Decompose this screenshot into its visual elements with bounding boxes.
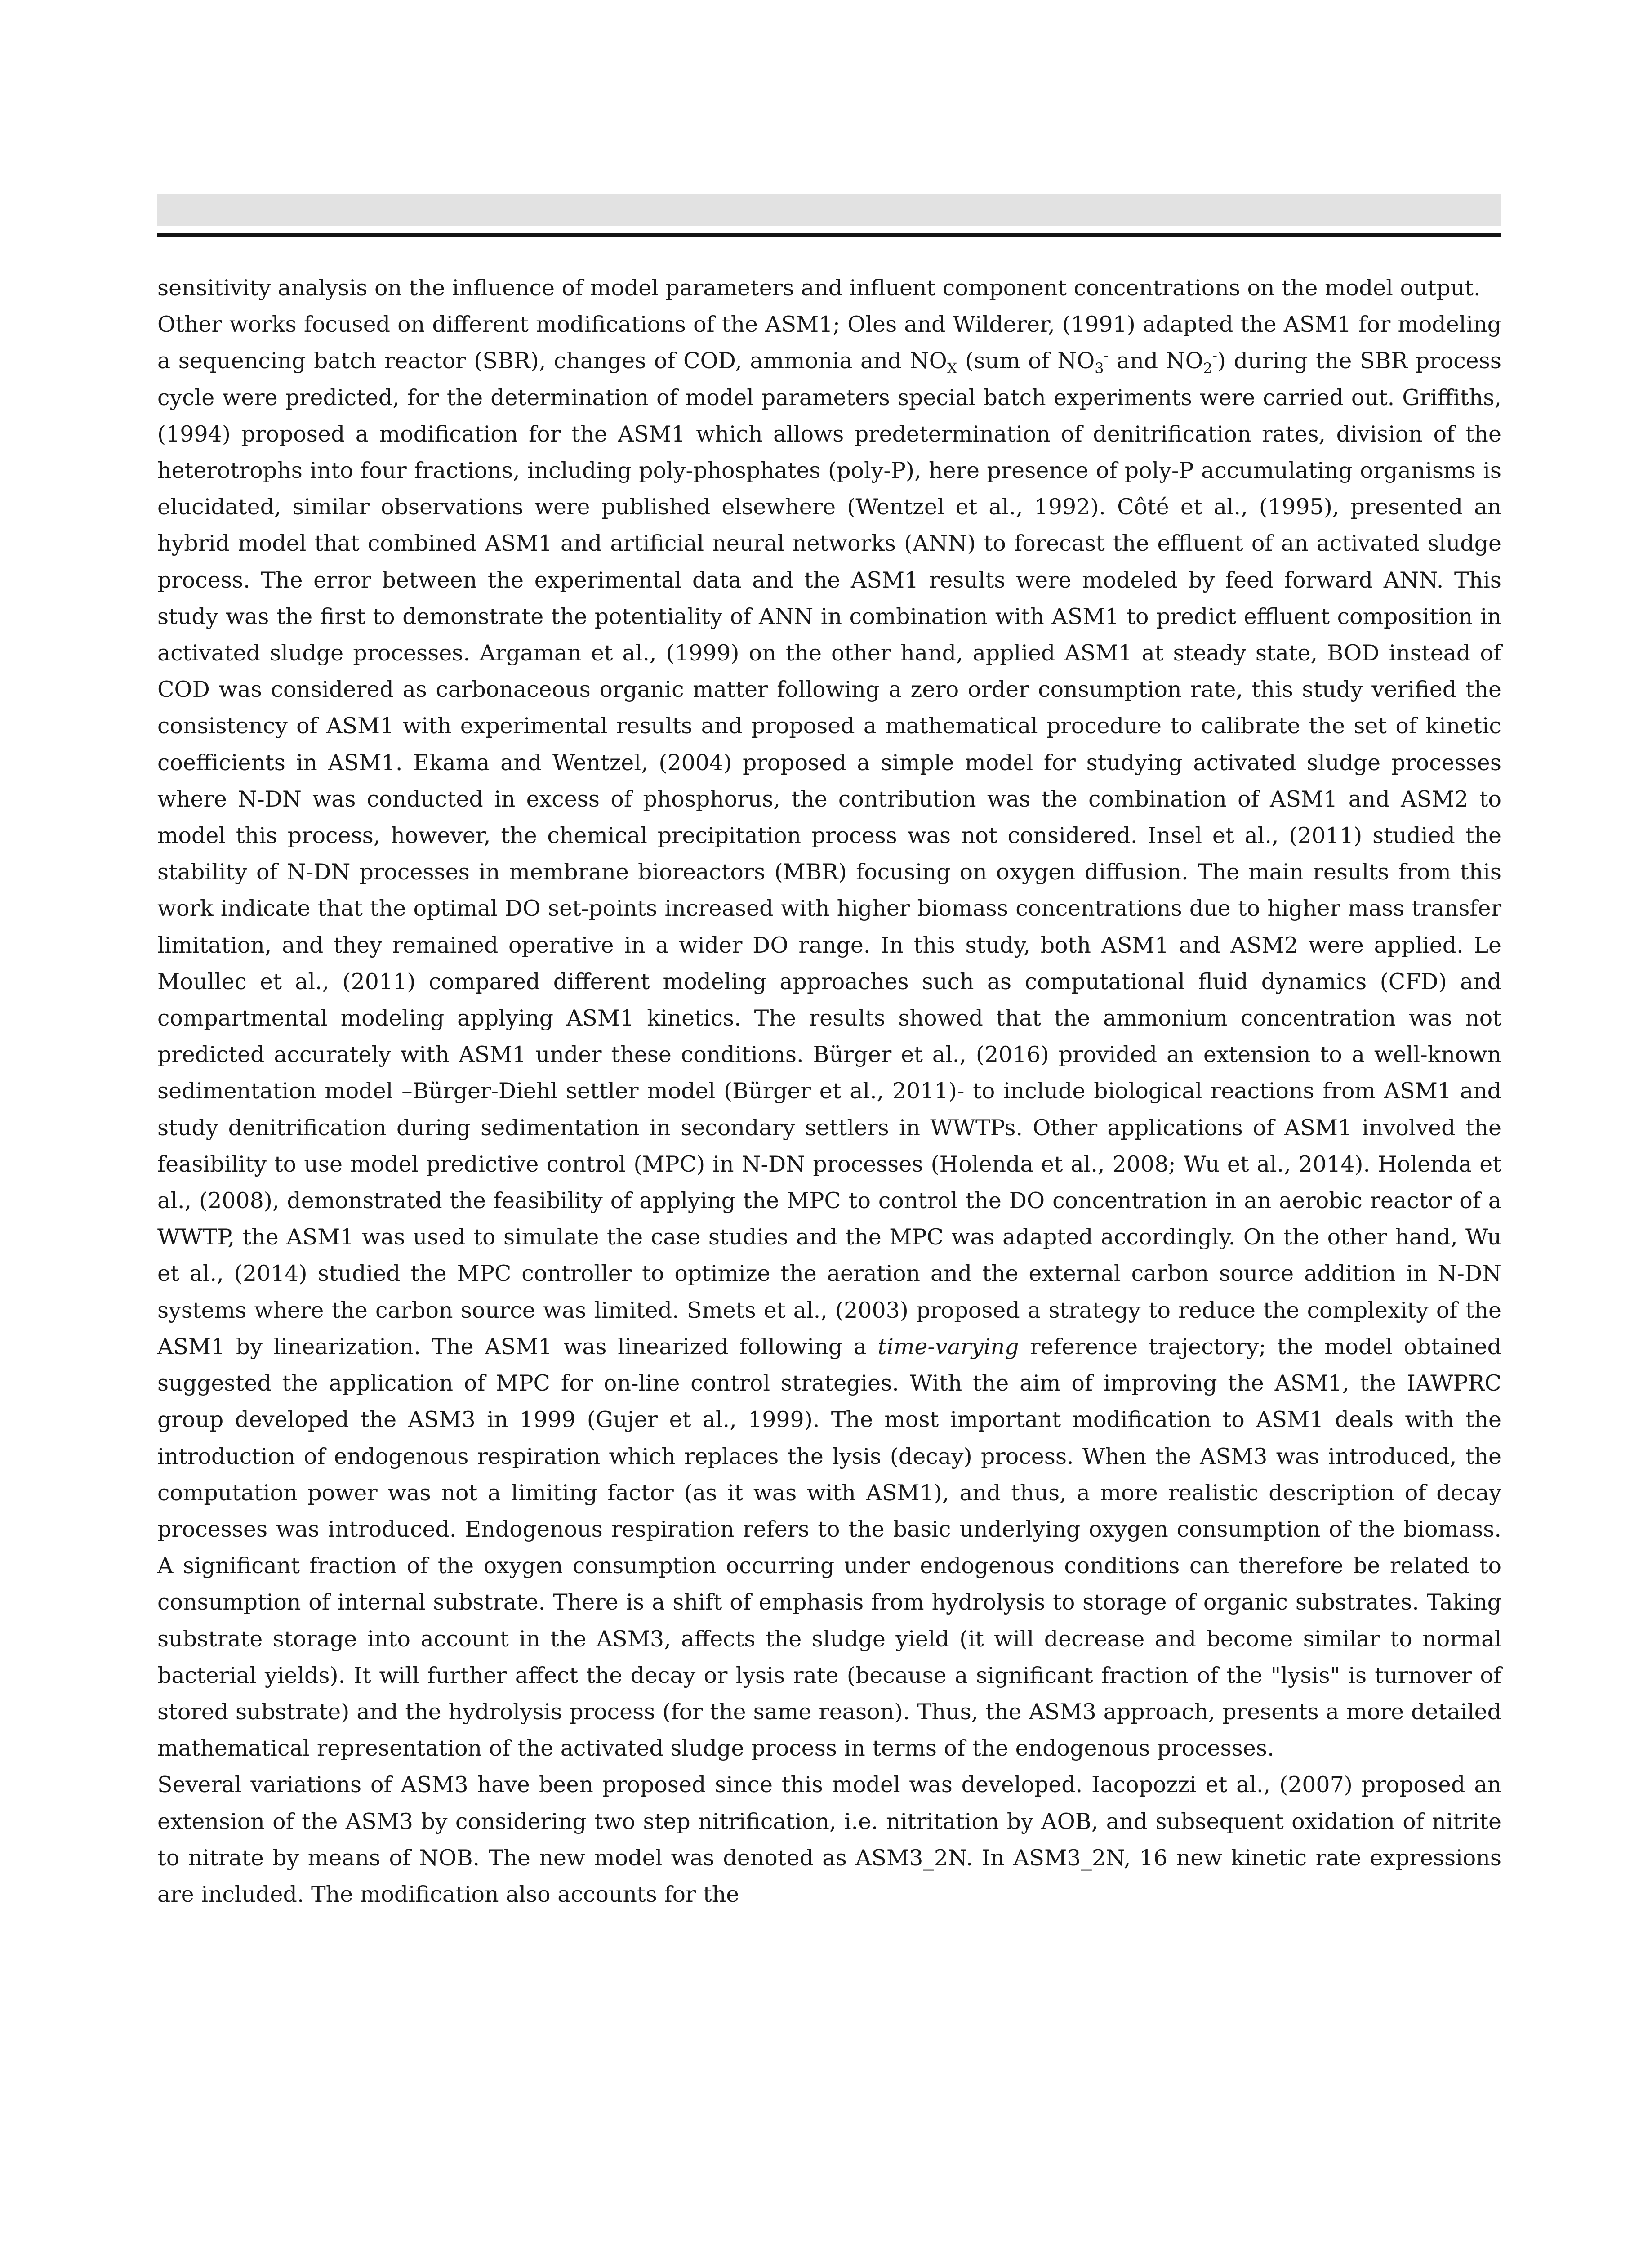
paragraph-2-text-d: ) during the SBR process cycle were predicted, for the determination of model parameters special batch experiments were carried out. Griffiths, (1994) proposed a modification for the ASM1 which allows predetermination of denitrification rates, division of the heterotrophs into four fractions, including poly-phosphates (poly-P), here presence of poly-P accumulating organisms is elucidated, similar observations were published elsewhere (Wentzel et al., 1992). Côté et al., (1995), presented an hybrid model that combined ASM1 and artificial neural networks (ANN) to forecast the effluent of an activated sludge process. The error between the experimental data and the ASM1 results were modeled by feed forward ANN. This study was the first to demonstrate the potentiality of ANN in combination with ASM1 to predict effluent composition in activated sludge processes. Argaman et al., (1999) on the other hand, applied ASM1 at steady state, BOD instead of COD was considered as carbonaceous organic matter following a zero order consumption rate, this study verified the consistency of ASM1 with experimental results and proposed a mathematical procedure to calibrate the set of kinetic coefficients in ASM1. Ekama and Wentzel, (2004) proposed a simple model for studying activated sludge processes where N-DN was conducted in excess of phosphorus, the contribution was the combination of ASM1 and ASM2 to model this process, however, the chemical precipitation process was not considered. Insel et al., (2011) studied the stability of N-DN processes in membrane bioreactors (MBR) focusing on oxygen diffusion. The main results from this work indicate that the optimal DO set-points increased with higher biomass concentrations due to higher mass transfer limitation, and they remained operative in a wider DO range. In this study, both ASM1 and ASM2 were applied. Le Moullec et al., (2011) compared different modeling approaches such as computational fluid dynamics (CFD) and compartmental modeling applying ASM1 kinetics. The results showed that the ammonium concentration was not predicted accurately with ASM1 under these conditions. Bürger et al., (2016) provided an extension to a well-known sedimentation model –Bürger-Diehl settler model (Bürger et al., 2011)- to include biological reactions from ASM1 and study denitrification during sedimentation in secondary settlers in WWTPs. Other applications of ASM1 involved the feasibility to use model predictive control (MPC) in N-DN processes (Holenda et al., 2008; Wu et al., 2014). Holenda et al., (2008), demonstrated the feasibility of applying the MPC to control the DO concentration in an aerobic reactor of a WWTP, the ASM1 was used to simulate the case studies and the MPC was adapted accordingly. On the other hand, Wu et al., (2014) studied the MPC controller to optimize the aeration and the external carbon source addition in N-DN systems where the carbon source was limited. Smets et al., (2003) proposed a strategy to reduce the complexity of the ASM1 by linearization. The ASM1 was linearized following a bbox=[157, 348, 1501, 1360]
italic-term: time-varying bbox=[877, 1334, 1019, 1360]
header-bar bbox=[157, 194, 1501, 226]
subscript-x: X bbox=[947, 360, 957, 377]
paragraph-2-text-e: reference trajectory; the model obtained suggested the application of MPC for on-line control strategies. With the aim of improving the ASM1, the IAWPRC group developed the ASM3 in 1999 (Gujer et al., 1999). The most important modification to ASM1 deals with the introduction of endogenous respiration which replaces the lysis (decay) process. When the ASM3 was introduced, the computation power was not a limiting factor (as it was with ASM1), and thus, a more realistic description of decay processes was introduced. Endogenous respiration refers to the basic underlying oxygen consumption of the biomass. A significant fraction of the oxygen consumption occurring under endogenous conditions can therefore be related to consumption of internal substrate. There is a shift of emphasis from hydrolysis to storage of organic substrates. Taking substrate storage into account in the ASM3, affects the sludge yield (it will decrease and become similar to normal bacterial yields). It will further affect the decay or lysis rate (because a significant fraction of the "lysis" is turnover of stored substrate) and the hydrolysis process (for the same reason). Thus, the ASM3 approach, presents a more detailed mathematical representation of the activated sludge process in terms of the endogenous processes. bbox=[157, 1334, 1501, 1762]
subscript-2: 2 bbox=[1203, 360, 1213, 377]
paragraph-2-text-c: and NO bbox=[1109, 348, 1203, 374]
paragraph-3: Several variations of ASM3 have been proposed since this model was developed. Iacopozzi et al., (2007) proposed an extension of the ASM3 by considering two step nitrification, i.e. nitritation by AOB, and subsequent oxidation of nitrite to nitrate by means of NOB. The new model was denoted as ASM3_2N. In ASM3_2N, 16 new kinetic rate expressions are included. The modification also accounts for the bbox=[157, 1772, 1501, 1907]
superscript-minus: - bbox=[1104, 347, 1109, 365]
body-text bbox=[157, 270, 1501, 1913]
paragraph-2 bbox=[157, 306, 1501, 1766]
subscript-3: 3 bbox=[1095, 360, 1104, 377]
paragraph-2-text-a: Other works focused on different modifications of the ASM1; Oles and Wilderer, (1991) adapted the ASM1 for modeling a sequencing batch reactor (SBR), changes of COD, ammonia and NO bbox=[157, 312, 1501, 374]
paragraph-2-text-b: (sum of NO bbox=[957, 348, 1095, 374]
header-rule bbox=[157, 233, 1501, 237]
paragraph-1: sensitivity analysis on the influence of model parameters and influent component concentrations on the model output. bbox=[157, 275, 1481, 301]
superscript-minus: - bbox=[1212, 347, 1217, 365]
